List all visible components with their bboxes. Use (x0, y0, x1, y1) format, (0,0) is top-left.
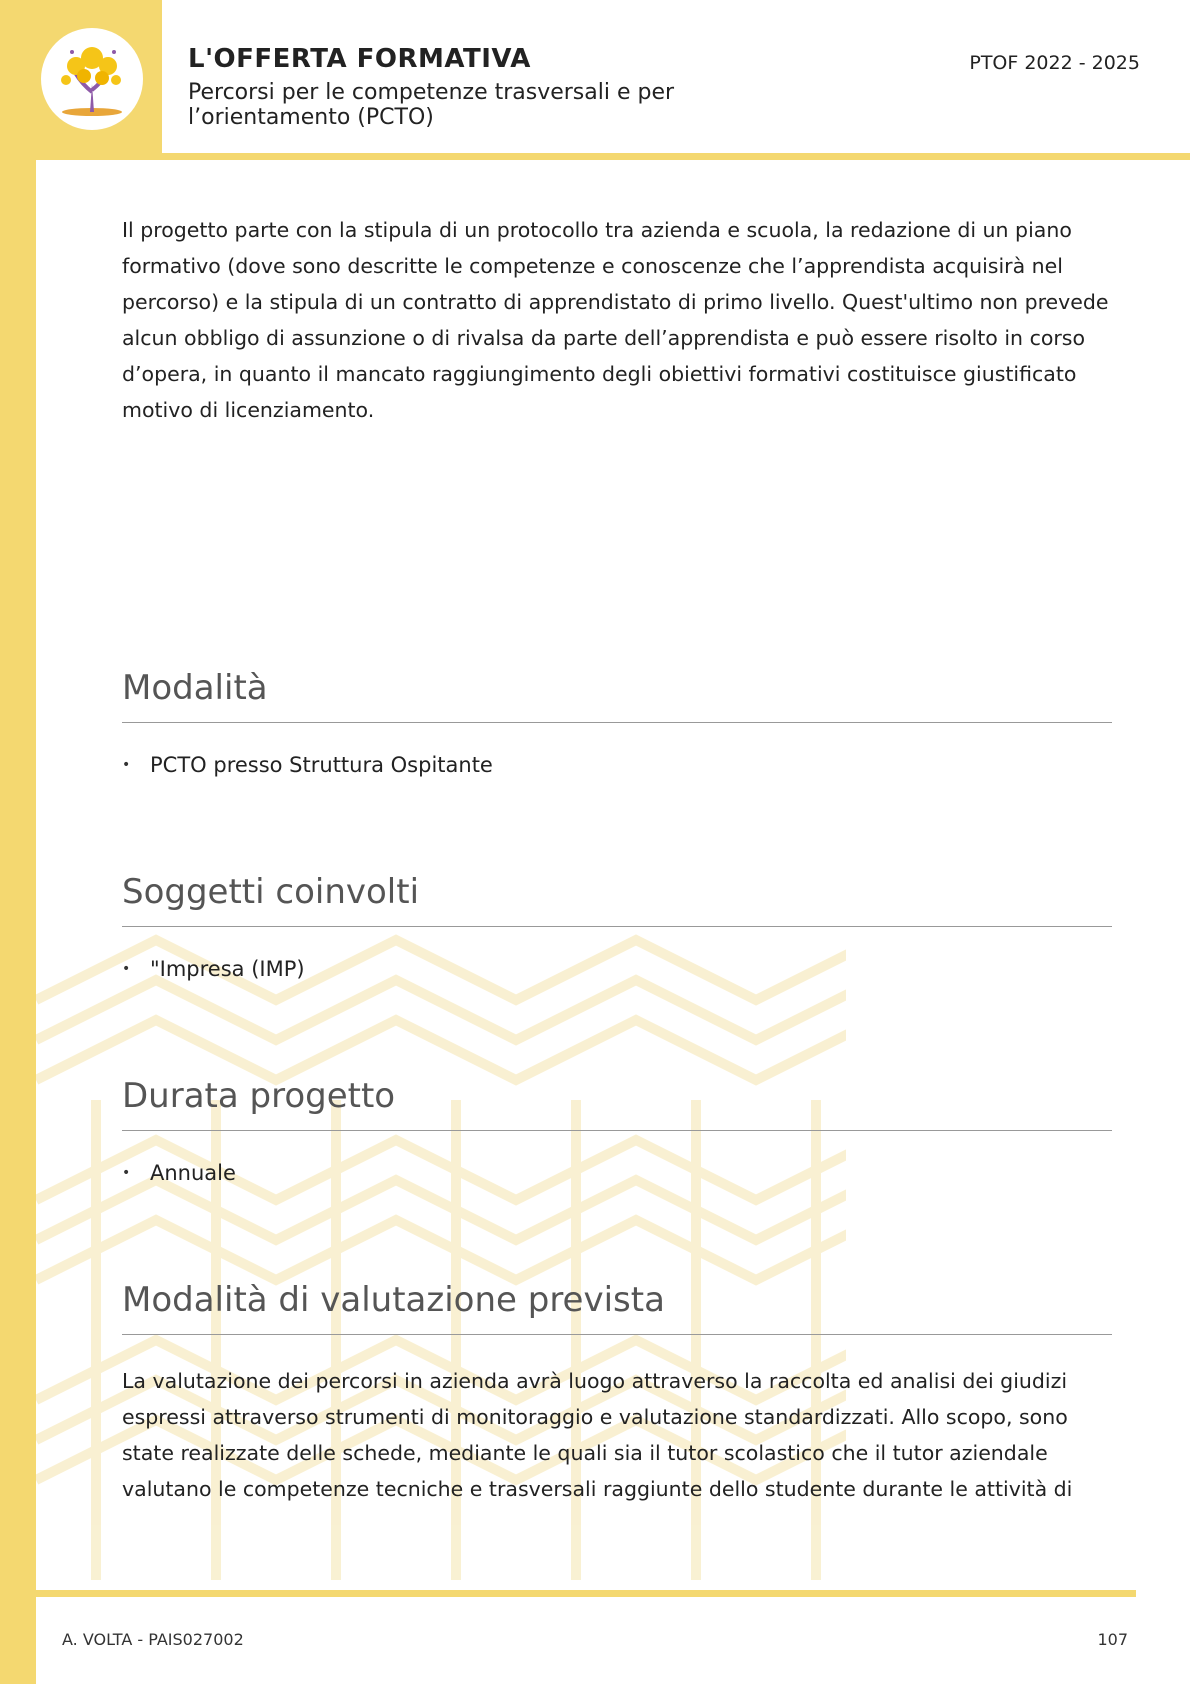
left-decorative-band (0, 0, 36, 1684)
section-valutazione (122, 1280, 1112, 1507)
logo-box (0, 0, 162, 160)
section-modalita (122, 668, 1112, 777)
document-subtitle: Percorsi per le competenze trasversali e per l’orientamento (PCTO) (188, 80, 675, 130)
footer-divider (36, 1590, 1136, 1597)
footer-school: A. VOLTA - PAIS027002 (62, 1630, 244, 1649)
ptof-label: PTOF 2022 - 2025 (969, 52, 1140, 74)
main-content (122, 212, 1112, 428)
list-item (122, 1161, 1112, 1185)
list-item-text: "Impresa (IMP) (150, 957, 305, 981)
bullet-icon: • (122, 961, 131, 977)
document-title: L'OFFERTA FORMATIVA (188, 44, 531, 74)
intro-paragraph: Il progetto parte con la stipula di un protocollo tra azienda e scuola, la redazione di un piano formativo (dove sono descritte le competenze e conoscenze che l’apprendista acquisirà nel percorso) e la stipula di un contratto di apprendistato di primo livello. Quest'ultimo non prevede alcun obbligo di assunzione o di rivalsa da parte dell’apprendista e può essere risolto in corso d’opera, in quanto il mancato raggiungimento degli obiettivi formativi costituisce giustificato motivo di licenziamento. (122, 218, 1109, 422)
page-number: 107 (1097, 1630, 1128, 1649)
bullet-icon: • (122, 1165, 131, 1181)
school-logo (41, 28, 143, 130)
section-title-modalita: Modalità (122, 668, 1112, 723)
section-title-durata: Durata progetto (122, 1076, 1112, 1131)
list-item-text: Annuale (150, 1161, 236, 1185)
header-divider (36, 153, 1190, 160)
section-title-soggetti: Soggetti coinvolti (122, 872, 1112, 927)
section-title-valutazione: Modalità di valutazione prevista (122, 1280, 1112, 1335)
list-item (122, 753, 1112, 777)
bullet-icon: • (122, 757, 131, 773)
list-item (122, 957, 1112, 981)
list-item-text: PCTO presso Struttura Ospitante (150, 753, 493, 777)
section-durata (122, 1076, 1112, 1185)
valutazione-paragraph: La valutazione dei percorsi in azienda avrà luogo attraverso la raccolta ed analisi dei giudizi espressi attraverso strumenti di monitoraggio e valutazione standardizzati. Allo scopo, sono state realizzate delle schede, mediante le quali sia il tutor scolastico che il tutor aziendale valutano le competenze tecniche e trasversali raggiunte dello studente durante le attività di (122, 1369, 1073, 1501)
tree-logo-icon (54, 40, 130, 118)
section-soggetti (122, 872, 1112, 981)
